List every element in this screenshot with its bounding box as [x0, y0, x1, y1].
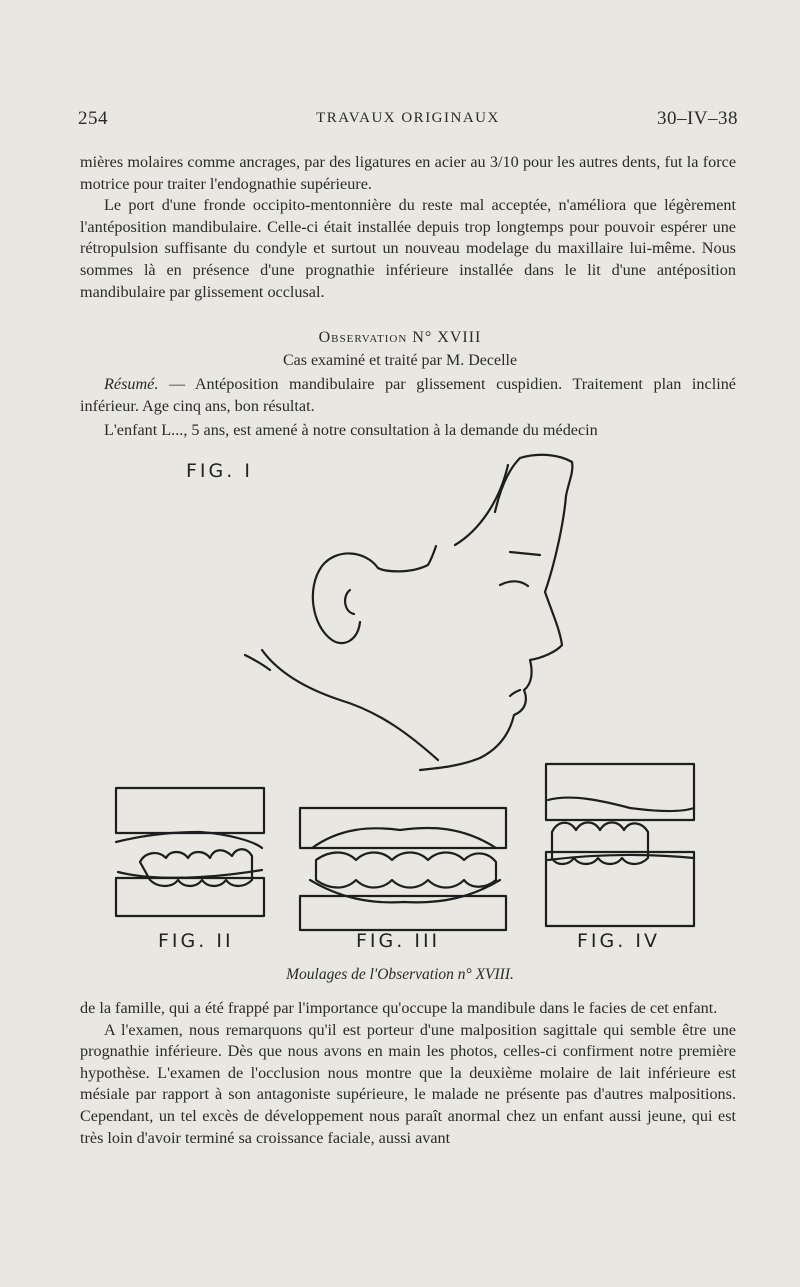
fig3-upper-base	[300, 808, 506, 848]
eye-line	[500, 581, 528, 586]
fig2-teeth	[140, 849, 252, 886]
resume-label: Résumé.	[104, 375, 159, 393]
fig2-upper-gum	[116, 832, 262, 848]
fig4-label: FIG. IV	[577, 930, 660, 952]
issue-date: 30–IV–38	[656, 108, 738, 129]
fig2-upper-base	[116, 788, 264, 833]
fig3-upper-arch	[312, 828, 496, 848]
body-paragraph-1: mières molaires comme ancrages, par des ligatures en acier au 3/10 pour les autres dents, fut la force motrice pour traiter l'endognathie supérieure.	[80, 153, 736, 193]
observation-title-number: N° XVIII	[412, 329, 482, 346]
neck-back-line	[245, 655, 270, 670]
face-profile-line	[420, 455, 572, 770]
body-paragraph-3: L'enfant L..., 5 ans, est amené à notre consultation à la demande du médecin	[104, 421, 598, 440]
body-paragraph-2: Le port d'une fronde occipito-mentonnière du reste mal acceptée, n'améliora que légèrement l'antéposition mandibulaire. Celle-ci était installée depuis trop longtemps pour pouvoir espérer une rétropulsion suffisante du condyle et surtout un nouveau modelage du maxillaire lui-même. Nous sommes là en présence d'une prognathie inférieure installée dans le lit d'une antéposition mandibulaire par glissement occlusal.	[80, 196, 736, 301]
body-paragraph-5: A l'examen, nous remarquons qu'il est porteur d'une malposition sagittale qui semble être une prognathie inférieure. Dès que nous avons en main les photos, celles-ci confirment notre première hypothèse. L'examen de l'occlusion nous montre que la deuxième molaire de lait inférieure est mésiale par rapport à son antagoniste supérieure, le malade ne présente pas d'autres malpositions. Cependant, un tel excès de développement nous paraît anormal chez un enfant aussi jeune, qui est très loin d'avoir terminé sa croissance faciale, aussi avant	[80, 1020, 736, 1147]
observation-subtitle: Cas examiné et traité par M. Decelle	[282, 352, 518, 369]
fig3-lower-arch	[310, 880, 500, 902]
resume-text: — Antéposition mandibulaire par glissement cuspidien. Traitement plan incliné inférieur. Age cinq ans, bon résultat.	[80, 375, 736, 415]
fig3-cast-drawing	[300, 808, 506, 930]
fig1-label: FIG. I	[186, 460, 253, 482]
paragraph-after-figures	[80, 998, 736, 1149]
fig1-profile-drawing	[245, 455, 572, 770]
neck-line	[262, 650, 438, 760]
page-number: 254	[78, 108, 108, 129]
cheek-line	[510, 690, 520, 696]
fig4-cast-drawing	[546, 764, 694, 926]
fig2-cast-drawing	[116, 788, 264, 916]
fig3-label: FIG. III	[356, 930, 441, 952]
fig2-label: FIG. II	[158, 930, 234, 952]
ear-top	[378, 546, 436, 571]
fig4-upper-gum	[548, 798, 694, 811]
observation-title-prefix: Observation	[318, 329, 408, 346]
fig2-lower-gum	[118, 870, 262, 878]
figure-caption: Moulages de l'Observation n° XVIII.	[286, 966, 514, 983]
running-title: TRAVAUX ORIGINAUX	[316, 110, 500, 126]
eye-lash	[510, 552, 540, 555]
body-paragraph-4: de la famille, qui a été frappé par l'importance qu'occupe la mandibule dans le facies de cet enfant.	[80, 999, 718, 1017]
fig3-teeth	[316, 853, 496, 888]
fig2-lower-base	[116, 878, 264, 916]
ear-inner	[345, 590, 354, 614]
hair-line	[455, 465, 508, 545]
